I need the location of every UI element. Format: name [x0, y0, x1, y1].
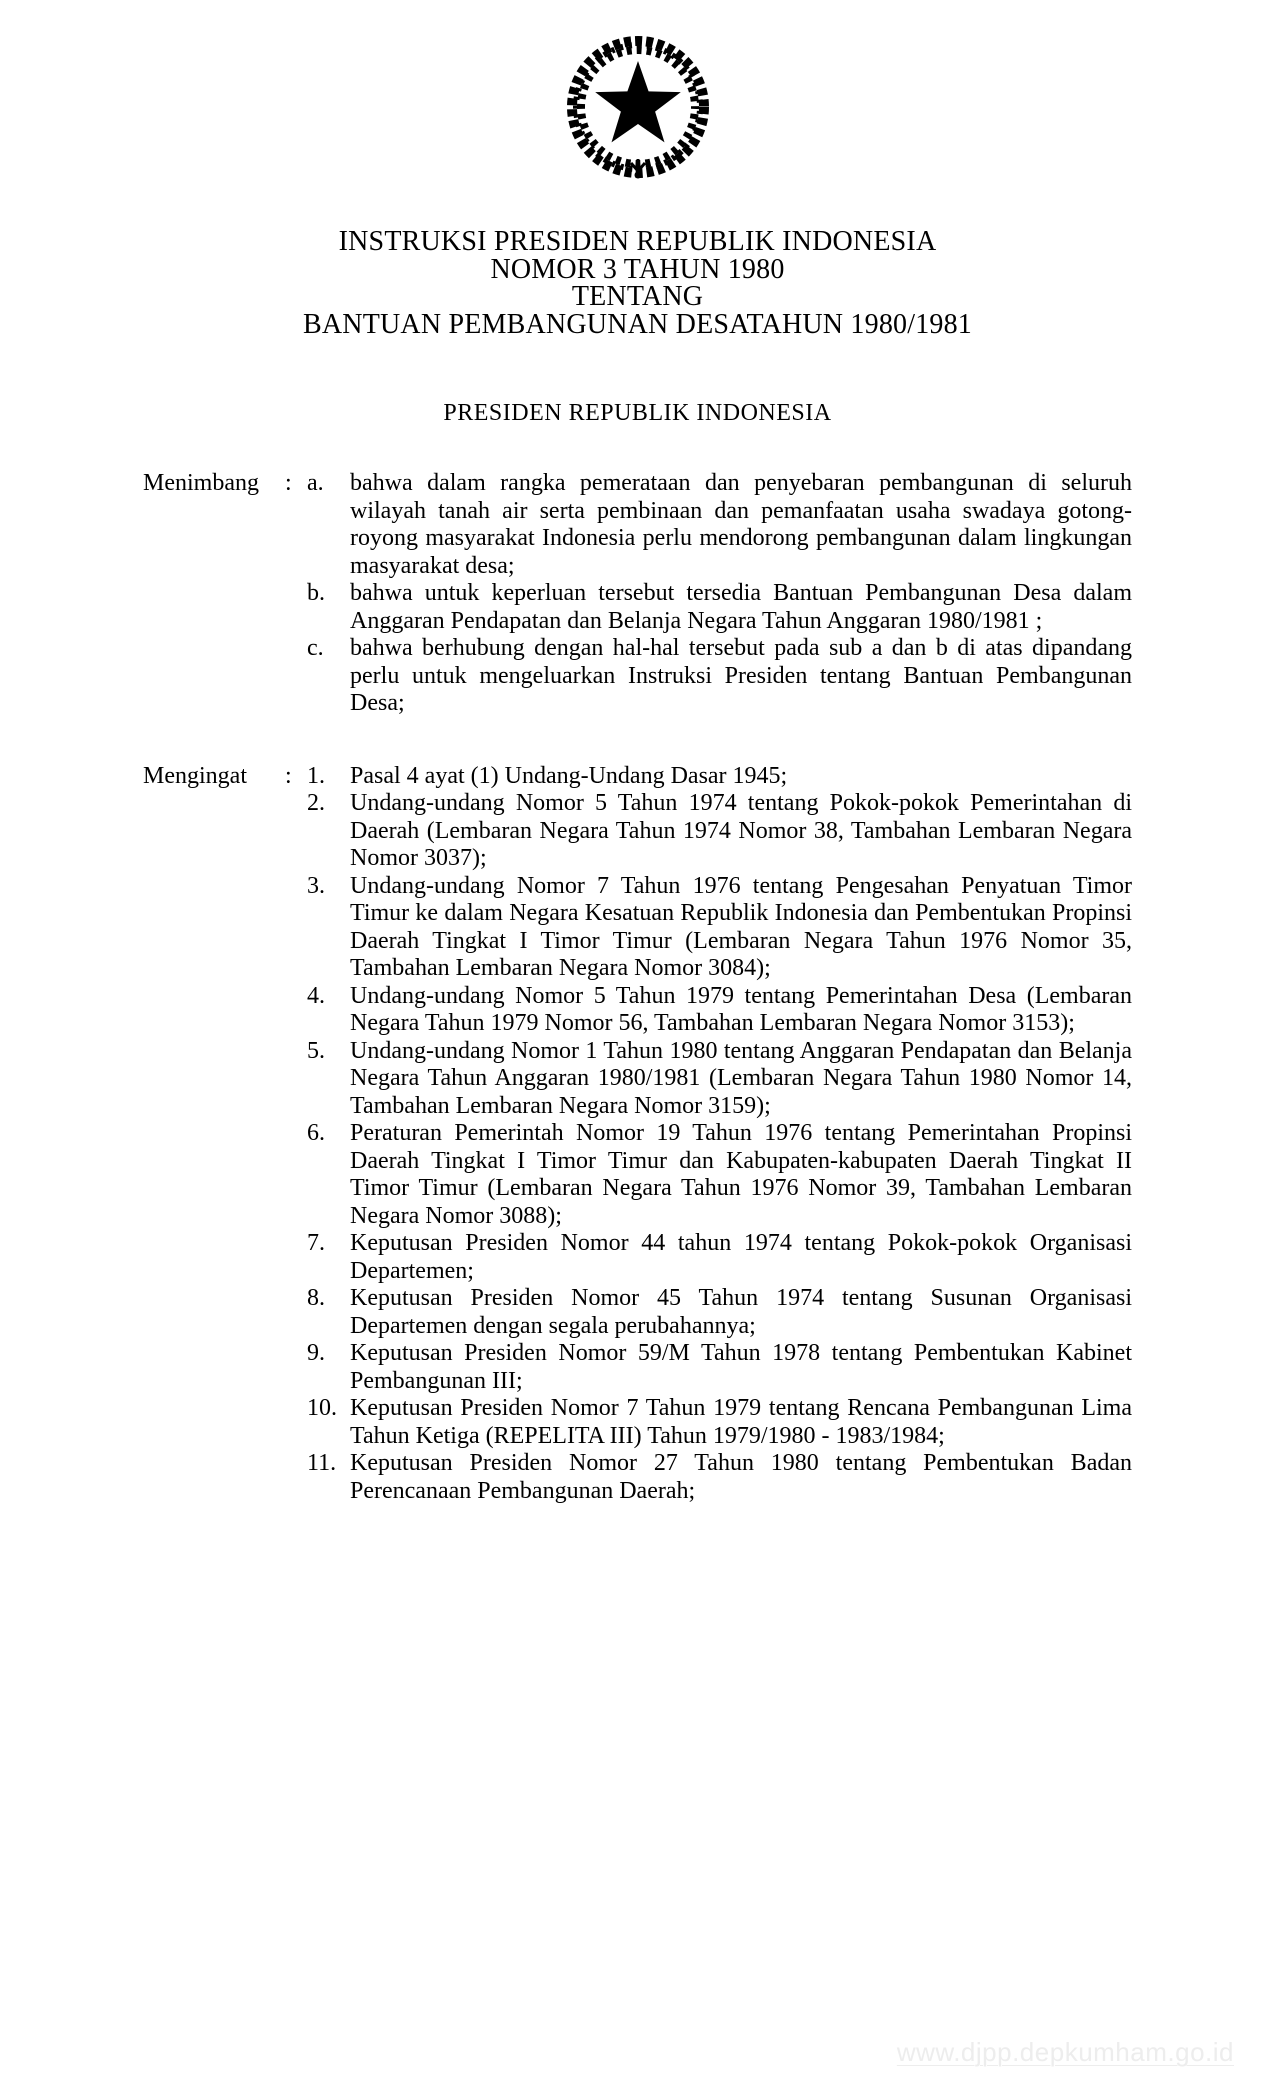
item-marker: a. [307, 470, 324, 496]
list-item-10 [307, 1395, 1132, 1450]
item-marker: 2. [307, 790, 325, 816]
list-item-b [307, 580, 1132, 635]
item-marker: 10. [307, 1395, 337, 1421]
item-text: Undang-undang Nomor 5 Tahun 1974 tentang Pokok-pokok Pemerintahan di Daerah (Lembaran Negara Tahun 1974 Nomor 38, Tambahan Lembaran Negara Nomor 3037); [350, 790, 1132, 871]
section-colon: : [285, 470, 292, 496]
list-item-9 [307, 1340, 1132, 1395]
section-mengingat [143, 763, 1132, 1506]
section-label: Menimbang [143, 470, 259, 496]
item-marker: 3. [307, 872, 325, 899]
list-item-c [307, 635, 1132, 718]
ribbon-icon [631, 159, 645, 179]
list-item-3 [307, 873, 1132, 983]
title-line-tentang: TENTANG [571, 281, 704, 312]
item-text: bahwa dalam rangka pemerataan dan penyebaran pembangunan di seluruh wilayah tanah air serta pembinaan dan pemanfaatan usaha swadaya gotong-royong masyarakat Indonesia perlu mendorong pembangunan dalam lingkungan masyarakat desa; [350, 470, 1132, 579]
item-marker: c. [307, 635, 324, 661]
title-line-number: NOMOR 3 TAHUN 1980 [490, 253, 785, 285]
item-marker: 11. [307, 1450, 337, 1476]
section-colon: : [285, 762, 292, 789]
issuer-heading: PRESIDEN REPUBLIK INDONESIA [443, 400, 832, 426]
item-text: Keputusan Presiden Nomor 27 Tahun 1980 tentang Pembentukan Badan Perencanaan Pembangunan Daerah; [350, 1450, 1132, 1504]
list-item-5 [307, 1038, 1132, 1121]
item-text: bahwa berhubung dengan hal-hal tersebut pada sub a dan b di atas dipandang perlu untuk mengeluarkan Instruksi Presiden tentang Bantuan Pembangunan Desa; [350, 635, 1132, 716]
item-marker: 9. [307, 1340, 325, 1366]
item-marker: 4. [307, 982, 325, 1009]
item-text: Pasal 4 ayat (1) Undang-Undang Dasar 1945; [350, 762, 788, 789]
item-marker: 1. [307, 762, 325, 789]
star-icon [595, 61, 681, 142]
section-label: Mengingat [143, 762, 247, 789]
star-wreath-icon [554, 33, 722, 185]
list-item-11 [307, 1450, 1132, 1505]
item-text: Peraturan Pemerintah Nomor 19 Tahun 1976 tentang Pemerintahan Propinsi Daerah Tingkat I Timor Timur dan Kabupaten-kabupaten Daerah Tingkat II Timor Timur (Lembaran Negara Tahun 1976 Nomor 39, Tambahan Lembaran Negara Nomor 3088); [350, 1120, 1132, 1229]
section-item-list [307, 470, 1132, 718]
item-text: Keputusan Presiden Nomor 59/M Tahun 1978 tentang Pembentukan Kabinet Pembangunan III; [350, 1340, 1132, 1394]
item-text: bahwa untuk keperluan tersebut tersedia Bantuan Pembangunan Desa dalam Anggaran Pendapatan dan Belanja Negara Tahun Anggaran 1980/1981 ; [350, 580, 1132, 634]
item-marker: 6. [307, 1120, 325, 1146]
watermark-url: www.djpp.depkumham.go.id [896, 2037, 1234, 2067]
item-text: Undang-undang Nomor 5 Tahun 1979 tentang Pemerintahan Desa (Lembaran Negara Tahun 1979 Nomor 56, Tambahan Lembaran Negara Nomor 3153); [350, 982, 1132, 1036]
title-line-subject: BANTUAN PEMBANGUNAN DESATAHUN 1980/1981 [302, 308, 972, 340]
title-line-type: INSTRUKSI PRESIDEN REPUBLIK INDONESIA [338, 226, 937, 257]
item-marker: 5. [307, 1037, 325, 1064]
list-item-6 [307, 1120, 1132, 1230]
item-text: Undang-undang Nomor 1 Tahun 1980 tentang Anggaran Pendapatan dan Belanja Negara Tahun Anggaran 1980/1981 (Lembaran Negara Tahun 1980 Nomor 14, Tambahan Lembaran Negara Nomor 3159); [350, 1037, 1132, 1119]
list-item-2 [307, 790, 1132, 873]
list-item-4 [307, 983, 1132, 1038]
item-text: Undang-undang Nomor 7 Tahun 1976 tentang Pengesahan Penyatuan Timor Timur ke dalam Negara Kesatuan Republik Indonesia dan Pembentukan Propinsi Daerah Tingkat I Timor Timur (Lembaran Negara Tahun 1976 Nomor 35, Tambahan Lembaran Negara Nomor 3084); [350, 872, 1132, 981]
presidential-emblem [0, 0, 1275, 185]
list-item-1 [307, 763, 1132, 791]
item-text: Keputusan Presiden Nomor 45 Tahun 1974 tentang Susunan Organisasi Departemen dengan segala perubahannya; [350, 1285, 1132, 1339]
preamble-sections [0, 470, 1275, 1505]
section-menimbang [143, 470, 1132, 718]
item-marker: 8. [307, 1285, 325, 1311]
section-item-list [307, 763, 1132, 1506]
list-item-8 [307, 1285, 1132, 1340]
item-text: Keputusan Presiden Nomor 44 tahun 1974 tentang Pokok-pokok Organisasi Departemen; [350, 1230, 1132, 1284]
document-title [0, 228, 1275, 338]
list-item-a [307, 470, 1132, 580]
item-marker: 7. [307, 1230, 325, 1256]
list-item-7 [307, 1230, 1132, 1285]
item-marker: b. [307, 580, 325, 606]
item-text: Keputusan Presiden Nomor 7 Tahun 1979 tentang Rencana Pembangunan Lima Tahun Ketiga (REPELITA III) Tahun 1979/1980 - 1983/1984; [350, 1395, 1132, 1449]
